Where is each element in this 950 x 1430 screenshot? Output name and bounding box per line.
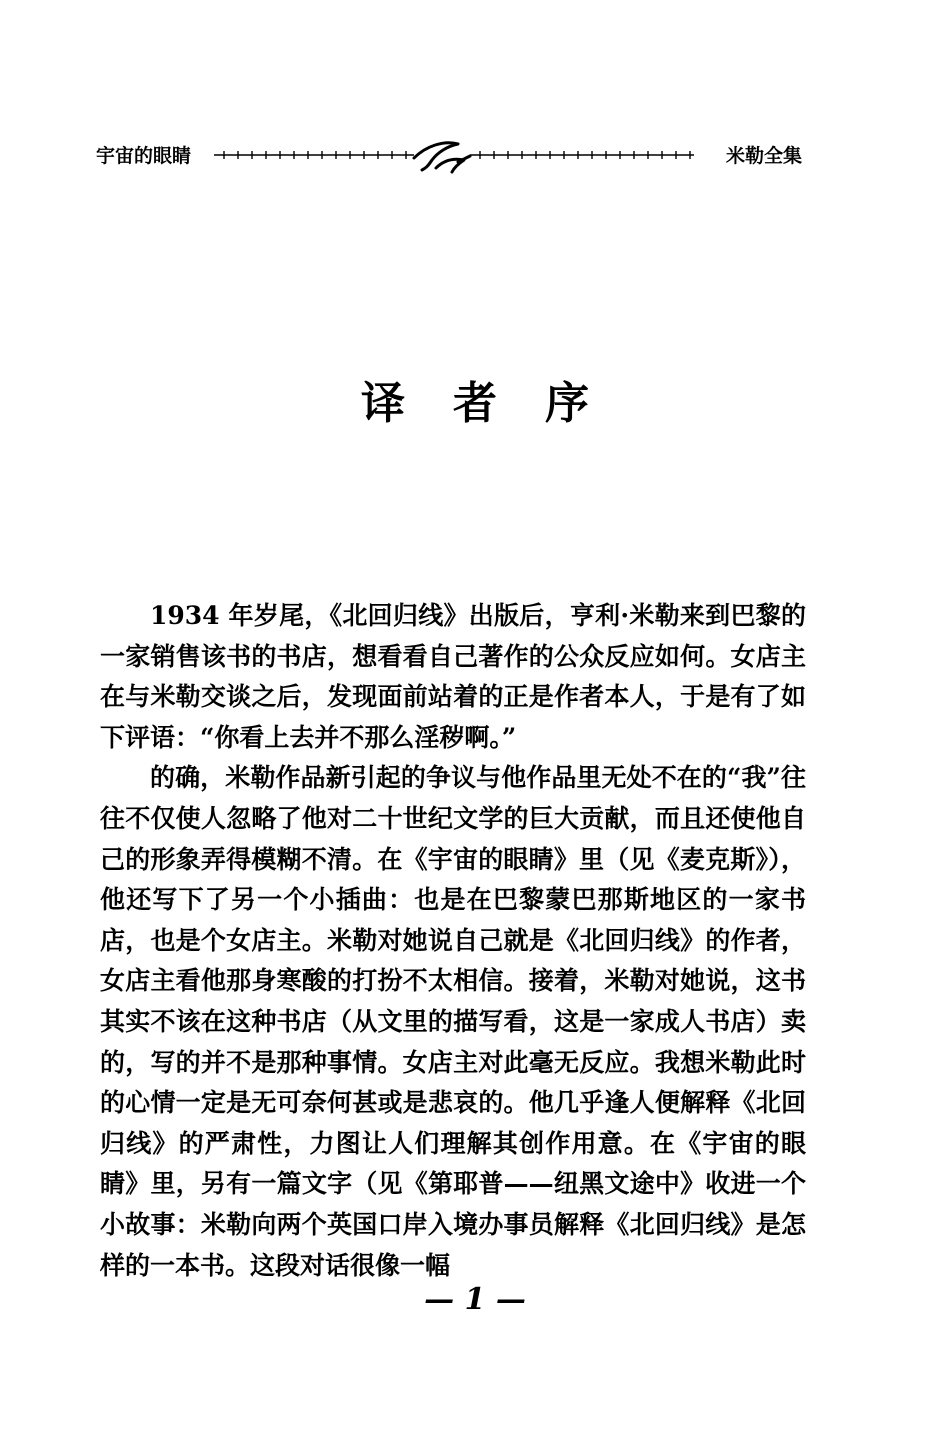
header-rule xyxy=(96,138,802,178)
chapter-title: 译者序 xyxy=(361,378,637,429)
header-book-title: 宇宙的眼睛 xyxy=(96,145,192,167)
running-header xyxy=(96,138,802,178)
body-text xyxy=(100,596,806,1286)
paragraph-1: 1934 年岁尾，《北回归线》出版后，亨利·米勒来到巴黎的一家销售该书的书店，想看看自己著作的公众反应如何。女店主在与米勒交谈之后，发现面前站着的正是作者本人，于是有了如下评语：“你看上去并不那么淫秽啊。” xyxy=(100,601,806,752)
header-series-title: 米勒全集 xyxy=(725,145,802,167)
bird-ornament-icon xyxy=(414,143,470,172)
page-number: — 1 — xyxy=(424,1282,526,1317)
paragraph-2: 的确，米勒作品新引起的争议与他作品里无处不在的“我”往往不仅使人忽略了他对二十世纪文学的巨大贡献，而且还使他自己的形象弄得模糊不清。在《宇宙的眼睛》里（见《麦克斯》），他还写下了另一个小插曲：也是在巴黎蒙巴那斯地区的一家书店，也是个女店主。米勒对她说自己就是《北回归线》的作者，女店主看他那身寒酸的打扮不太相信。接着，米勒对她说，这书其实不该在这种书店（从文里的描写看，这是一家成人书店）卖的，写的并不是那种事情。女店主对此毫无反应。我想米勒此时的心情一定是无可奈何甚或是悲哀的。他几乎逢人便解释《北回归线》的严肃性，力图让人们理解其创作用意。在《宇宙的眼睛》里，另有一篇文字（见《第耶普——纽黑文途中》收进一个小故事：米勒向两个英国口岸入境办事员解释《北回归线》是怎样的一本书。这段对话很像一幅 xyxy=(100,763,806,1280)
